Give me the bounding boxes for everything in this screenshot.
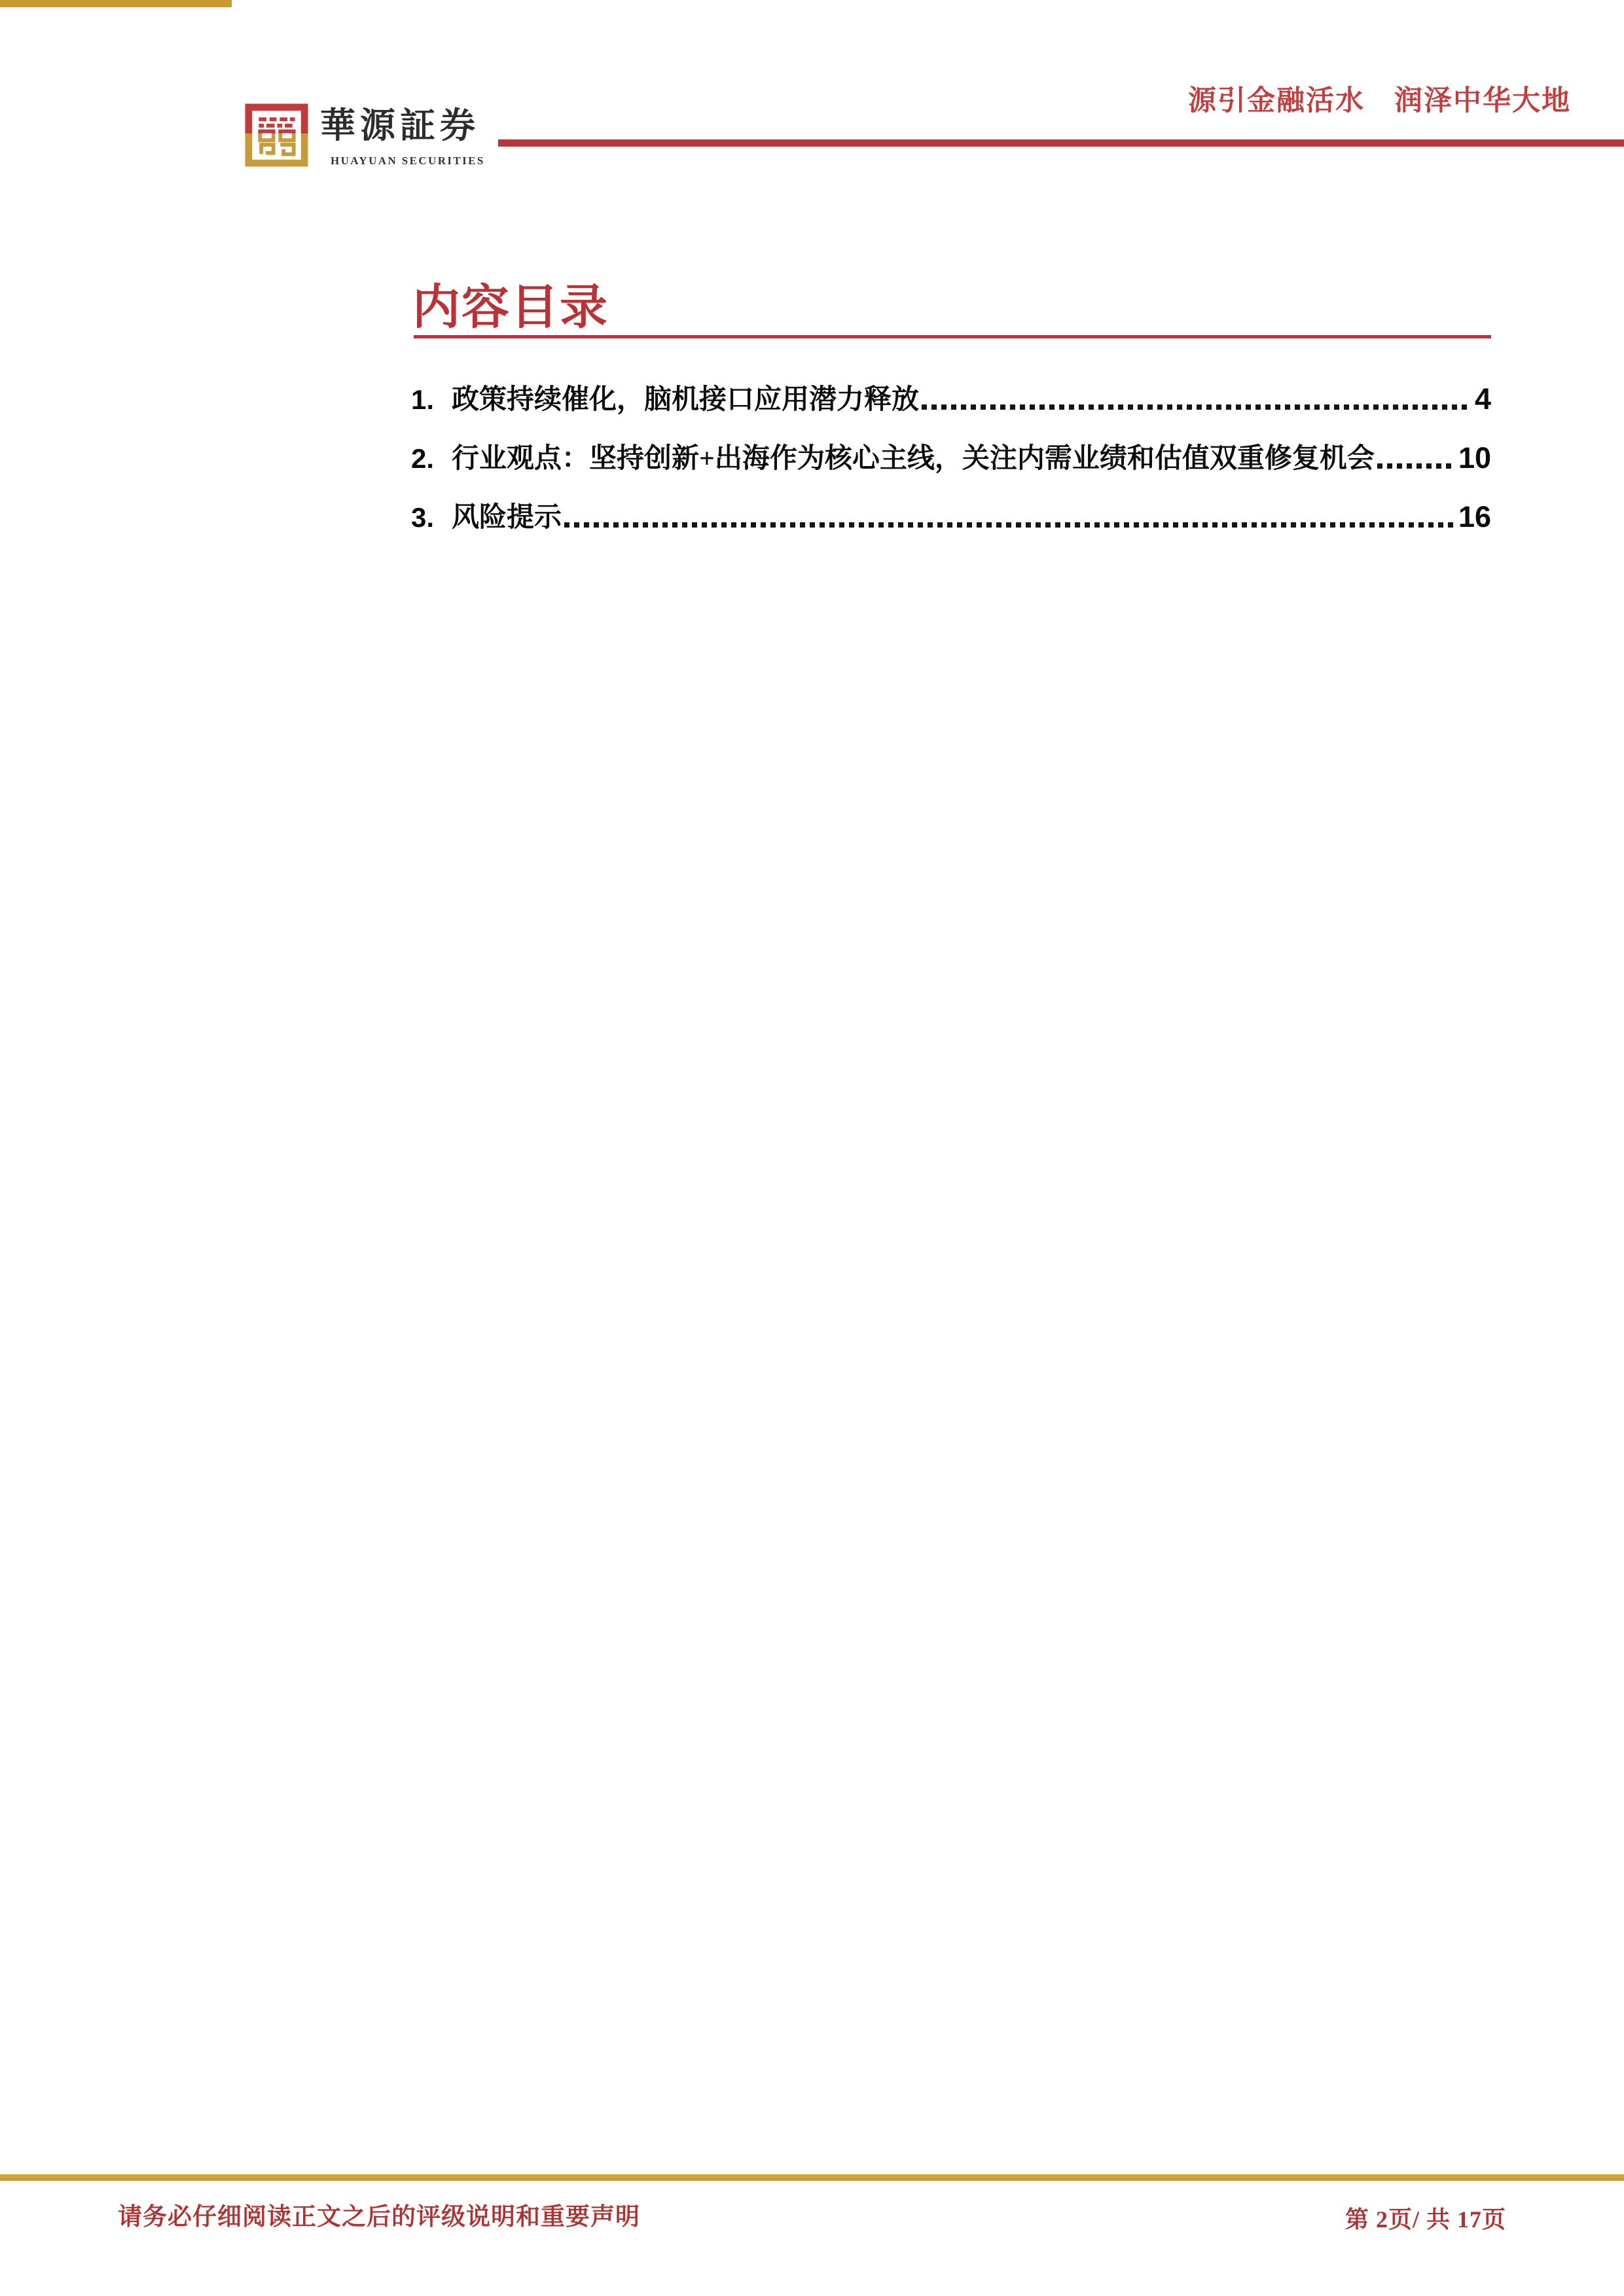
- toc-dot-leader: [1377, 463, 1453, 469]
- toc-entry-number: 3.: [411, 501, 435, 533]
- toc-entry-1[interactable]: [411, 378, 1491, 415]
- toc-entry-page: 4: [1474, 382, 1491, 416]
- toc-entry-number: 2.: [411, 442, 435, 474]
- toc-list: [411, 378, 1491, 555]
- toc-dot-leader: [564, 522, 1453, 528]
- brand-name-en: HUAYUAN SECURITIES: [331, 154, 485, 167]
- footer-page-indicator: 第 2页/ 共 17页: [1344, 2206, 1506, 2233]
- toc-entry-label: 政策持续催化，脑机接口应用潜力释放: [452, 384, 920, 415]
- footer-disclaimer: 请务必仔细阅读正文之后的评级说明和重要声明: [118, 2204, 640, 2231]
- toc-entry-label: 行业观点：坚持创新+出海作为核心主线，关注内需业绩和估值双重修复机会: [452, 443, 1375, 474]
- footer-gold-line: [0, 2174, 1624, 2181]
- toc-entry-page: 10: [1458, 441, 1491, 475]
- header-slogan: 源引金融活水 润泽中华大地: [1188, 86, 1571, 117]
- toc-title: 内容目录: [412, 280, 609, 334]
- header-gold-bar: [0, 0, 232, 7]
- huayuan-seal-icon: [245, 103, 308, 168]
- toc-entry-page: 16: [1458, 500, 1491, 533]
- toc-dot-leader: [922, 404, 1470, 410]
- toc-entry-2[interactable]: [411, 437, 1491, 474]
- header-red-bar: [498, 139, 1624, 147]
- toc-entry-3[interactable]: [411, 496, 1491, 533]
- toc-entry-number: 1.: [411, 384, 435, 415]
- brand-name-cn: 華源証券: [320, 106, 480, 145]
- toc-entry-label: 风险提示: [452, 502, 562, 533]
- toc-title-rule: [414, 335, 1491, 338]
